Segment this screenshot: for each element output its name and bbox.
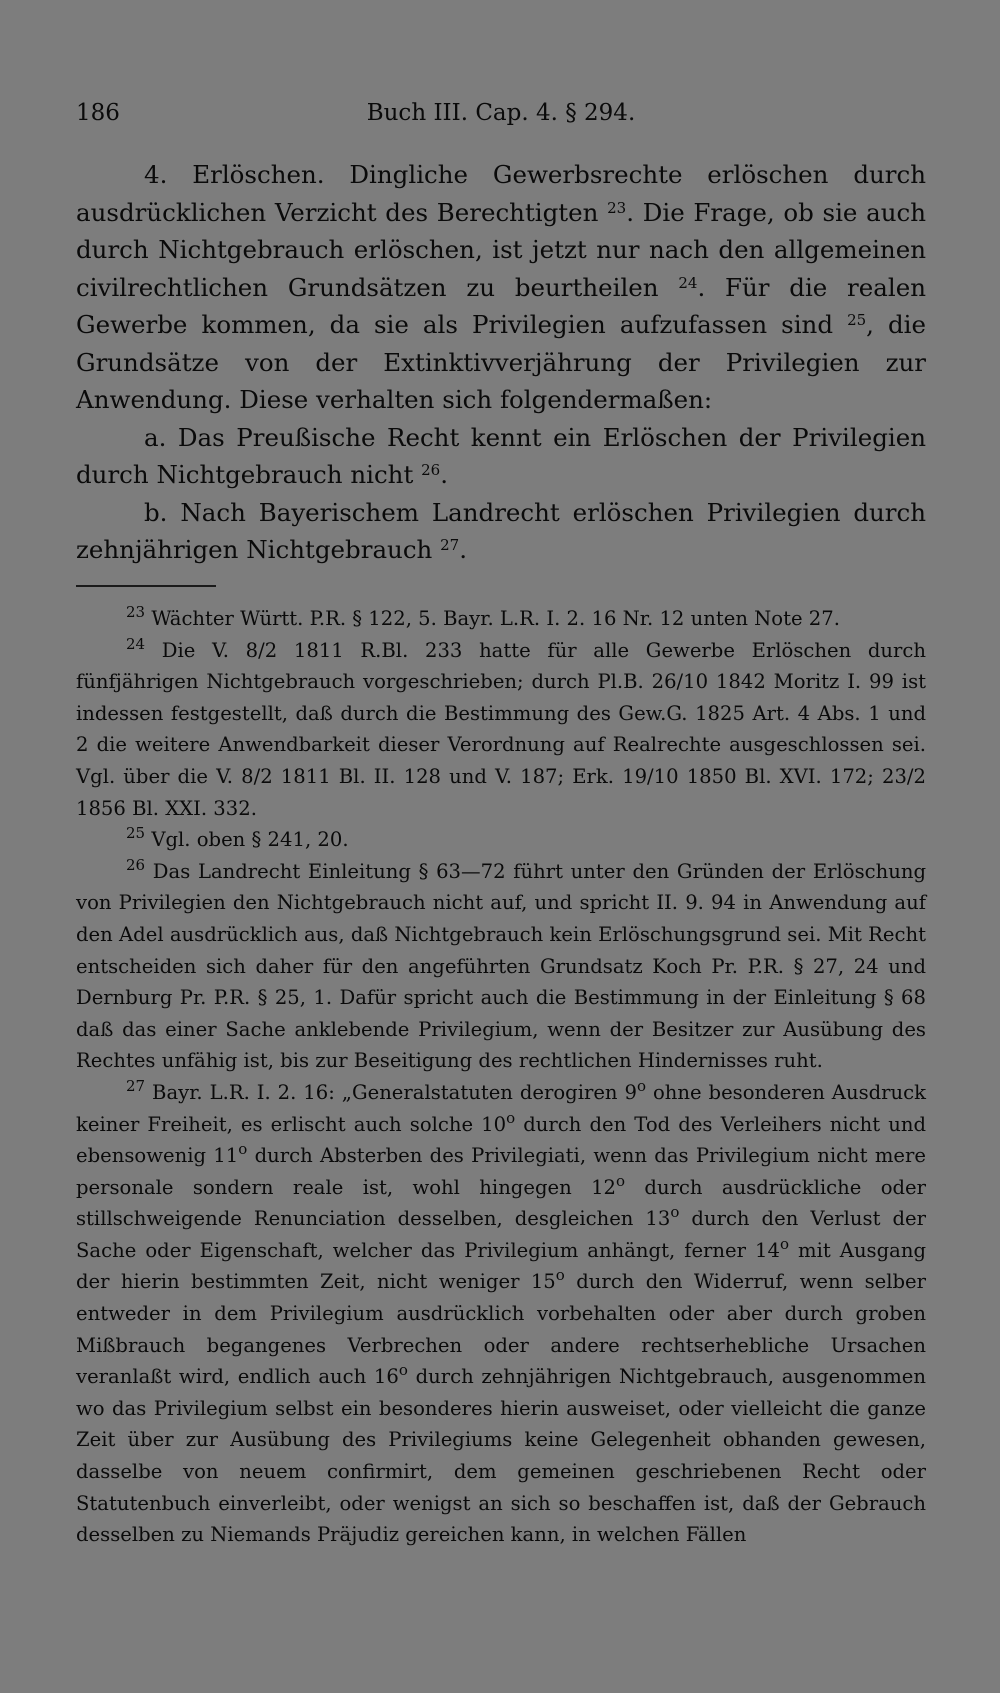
degree-mark: o — [779, 1234, 789, 1253]
page-number: 186 — [76, 100, 120, 126]
section-text: . Die Frage, ob sie auch durch Nichtgebrauch erlöschen, ist jetzt nur nach den allgemeinen civilrechtlichen Grundsätzen zu beurtheilen — [76, 197, 926, 302]
footnote-number: 25 — [126, 824, 146, 843]
section-4-paragraph — [76, 156, 926, 419]
footnote-ref: 26 — [421, 461, 441, 479]
degree-mark: o — [506, 1108, 516, 1127]
footnote-text: durch zehnjährigen Nichtgebrauch, ausgenommen wo das Privilegium selbst ein besonderes hierin ausweiset, oder vielleicht die ganze Zeit über zur Ausübung des Privilegiums keine Gelegenheit obhanden gewesen, dasselbe von neuem confirmirt, dem gemeinen geschriebenen Recht oder Statutenbuch einverleibt, oder wenigst an sich so beschaffen ist, daß der Gebrauch desselben zu Niemands Präjudiz gereichen kann, in welchen Fällen — [76, 1365, 926, 1547]
main-text — [76, 156, 926, 569]
footnote-number: 27 — [126, 1076, 146, 1095]
footnote-27 — [76, 1077, 926, 1551]
section-text: , die Grundsätze von der Extinktivverjährung der Privilegien zur Anwendung. Diese verhalten sich folgendermaßen: — [76, 310, 927, 414]
item-a — [76, 419, 926, 494]
footnote-text: durch ausdrückliche oder stillschweigende Renunciation desselben, desgleichen 13 — [76, 1175, 927, 1231]
footnote-ref: 24 — [678, 273, 698, 292]
running-head: Buch III. Cap. 4. § 294. — [366, 100, 636, 126]
item-b — [76, 494, 926, 569]
item-a-end: . — [440, 460, 448, 489]
footnote-number: 26 — [126, 855, 146, 874]
degree-mark: o — [670, 1203, 680, 1222]
footnote-24 — [76, 635, 926, 825]
footnote-number: 23 — [126, 603, 146, 621]
footnote-text: mit Ausgang der hierin bestimmten Zeit, nicht weniger 15 — [76, 1238, 926, 1294]
footnote-text: durch den Verlust der Sache oder Eigenschaft, welcher das Privilegium anhängt, ferner 14 — [76, 1207, 926, 1262]
section-text: 4. Erlöschen. Dingliche Gewerbsrechte erlöschen durch ausdrücklichen Verzicht des Berechtigten — [76, 160, 926, 227]
section-text: . Für die realen Gewerbe kommen, da sie als Privilegien aufzufassen sind — [76, 272, 926, 339]
footnote-25 — [76, 824, 926, 856]
item-b-text: b. Nach Bayerischem Landrecht erlöschen Privilegien durch zehnjährigen Nichtgebrauch — [76, 497, 926, 564]
footnote-text: durch den Tod des Verleihers nicht und ebensowenig 11 — [76, 1112, 926, 1168]
footnote-text: durch den Widerruf, wenn selber entweder in dem Privilegium ausdrücklich vorbehalten oder aber durch groben Mißbrauch begangenes Verbrechen oder andere rechtserhebliche Ursachen veranlaßt wird, endlich auch 16 — [76, 1270, 926, 1389]
footnote-23 — [76, 603, 926, 635]
degree-mark: o — [555, 1266, 565, 1285]
footnote-ref: 23 — [607, 198, 627, 217]
degree-mark: o — [398, 1361, 408, 1380]
footnotes — [76, 603, 926, 1551]
footnote-number: 24 — [126, 634, 146, 653]
footnote-text: Die V. 8/2 1811 R.Bl. 233 hatte für alle Gewerbe Erlöschen durch fünfjährigen Nichtgebrauch vorgeschrieben; durch Pl.B. 26/10 1842 Moritz I. 99 ist indessen festgestellt, daß durch die Bestimmung des Gew.G. 1825 Art. 4 Abs. 1 und 2 die weitere Anwendbarkeit dieser Verordnung auf Realrechte ausgeschlossen sei. Vgl. über die V. 8/2 1811 Bl. II. 128 und V. 187; Erk. 19/10 1850 Bl. XVI. 172; 23/2 1856 Bl. XXI. 332. — [76, 638, 926, 820]
footnote-separator — [76, 585, 216, 587]
footnote-text: ohne besonderen Ausdruck keiner Freiheit, es erlischt auch solche 10 — [76, 1080, 926, 1136]
degree-mark: o — [636, 1076, 646, 1095]
footnote-ref: 27 — [440, 536, 460, 554]
footnote-text: Das Landrecht Einleitung § 63—72 führt unter den Gründen der Erlöschung von Privilegien den Nichtgebrauch nicht auf, und spricht II. 9. 94 in Anwendung auf den Adel ausdrücklich aus, daß Nichtgebrauch kein Erlöschungsgrund sei. Mit Recht entscheiden sich daher für den angeführten Grundsatz Koch Pr. P.R. § 27, 24 und Dernburg Pr. P.R. § 25, 1. Dafür spricht auch die Bestimmung in der Einleitung § 68 daß das einer Sache anklebende Privilegium, wenn der Besitzer zur Ausübung des Rechtes unfähig ist, bis zur Beseitigung des rechtlichen Hindernisses ruht. — [76, 859, 926, 1073]
footnote-26 — [76, 856, 926, 1077]
footnote-text: Bayr. L.R. I. 2. 16: „Generalstatuten derogiren 9 — [152, 1080, 637, 1104]
footnote-text: durch Absterben des Privilegiati, wenn das Privilegium nicht mere personale sondern reale ist, wohl hingegen 12 — [76, 1144, 926, 1199]
footnote-text: Vgl. oben § 241, 20. — [151, 828, 349, 852]
item-b-end: . — [459, 535, 468, 564]
degree-mark: o — [616, 1171, 626, 1190]
item-a-text: a. Das Preußische Recht kennt ein Erlöschen der Privilegien durch Nichtgebrauch nicht — [76, 422, 926, 489]
page-header — [76, 100, 926, 136]
footnote-text: Wächter Württ. P.R. § 122, 5. Bayr. L.R. I. 2. 16 Nr. 12 unten Note 27. — [151, 607, 840, 630]
footnote-ref: 25 — [847, 311, 867, 329]
degree-mark: o — [238, 1140, 248, 1159]
